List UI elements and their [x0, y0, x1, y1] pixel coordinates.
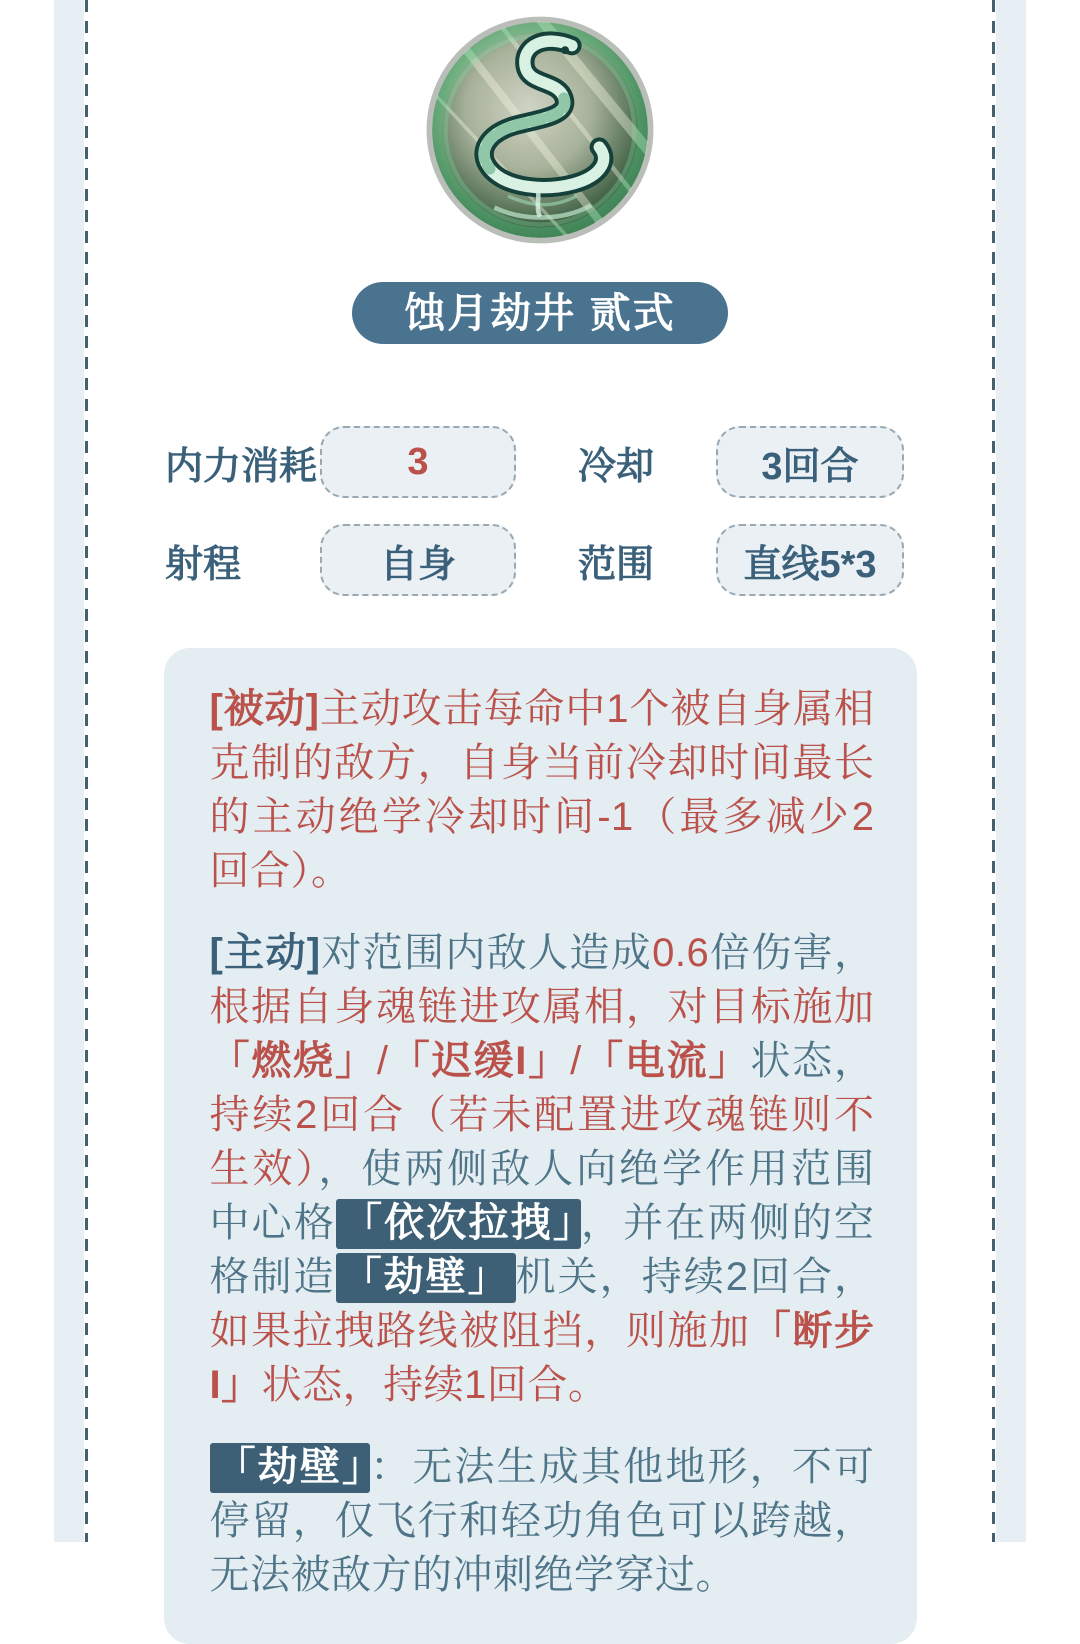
right-accent-strip [996, 0, 1026, 1542]
text-run: 持续2回合（若未配置进攻魂链则不生效） [209, 1093, 875, 1191]
text-run: / [570, 1039, 582, 1083]
text-run: 对范围内敌人造成 [320, 931, 653, 975]
stat-value-pill [320, 426, 516, 498]
text-run: 「断步I」 [209, 1309, 875, 1407]
stat-value: 直线5*3 [743, 543, 877, 586]
skill-title-badge [352, 282, 728, 344]
description-paragraph [210, 682, 875, 898]
left-accent-strip [54, 0, 84, 1542]
text-run: 状态， [750, 1039, 875, 1083]
stat-value: 自身 [379, 543, 456, 586]
skill-icon [426, 16, 654, 244]
inline-term-badge: 「劫壁」 [210, 1443, 371, 1493]
inline-term-badge: 「劫壁」 [336, 1253, 516, 1303]
text-run: 状态，持续1回合。 [261, 1363, 609, 1407]
inline-term-badge: 「依次拉拽」 [336, 1199, 581, 1249]
stats-grid [165, 426, 992, 596]
text-run: [被动] [209, 687, 320, 731]
stat-value-pill [716, 426, 904, 498]
description-paragraph [210, 1440, 875, 1602]
text-run: 「电流」 [581, 1039, 751, 1083]
text-run: ：无法生成其他地形，不可停留，仅飞行和轻功角色可以跨越，无法被敌方的冲刺绝学穿过。 [209, 1445, 875, 1597]
skill-title-text: 蚀月劫井 贰式 [404, 290, 676, 336]
text-run: 根据自身魂链进攻属相，对目标施加 [209, 985, 875, 1029]
right-dashed-border [992, 0, 995, 1542]
text-run: ，并在两侧的空格制造 [209, 1201, 875, 1299]
serpent-icon [426, 16, 654, 244]
skill-card-content [88, 0, 992, 1597]
description-paragraph [210, 926, 875, 1412]
text-run: 「迟缓I」 [388, 1039, 571, 1083]
text-run: 「燃烧」 [209, 1039, 377, 1083]
text-run: 倍伤害， [709, 931, 875, 975]
stat-value-pill [716, 524, 904, 596]
stat-value: 3 [407, 440, 429, 483]
stat-label: 射程 [165, 543, 242, 586]
text-run: 主动攻击每命中1个被自身属相克制的敌方，自身当前冷却时间最长的主动绝学冷却时间-1（最多减少2回合）。 [209, 687, 875, 893]
stat-label: 范围 [577, 543, 654, 586]
stat-label: 冷却 [577, 445, 654, 488]
description-panel [164, 648, 917, 1644]
text-run: [主动] [209, 931, 321, 975]
text-run: 0.6 [652, 931, 710, 975]
text-run: / [376, 1039, 389, 1083]
stat-label: 内力消耗 [165, 445, 318, 488]
text-run: 如果拉拽路线被阻挡，则施加 [209, 1309, 751, 1353]
stat-value-pill [320, 524, 516, 596]
text-run: ，使两侧敌人向绝学作用范围中心格 [209, 1147, 875, 1245]
stat-value: 3回合 [761, 445, 859, 488]
text-run: 机关，持续2回合， [515, 1255, 875, 1299]
